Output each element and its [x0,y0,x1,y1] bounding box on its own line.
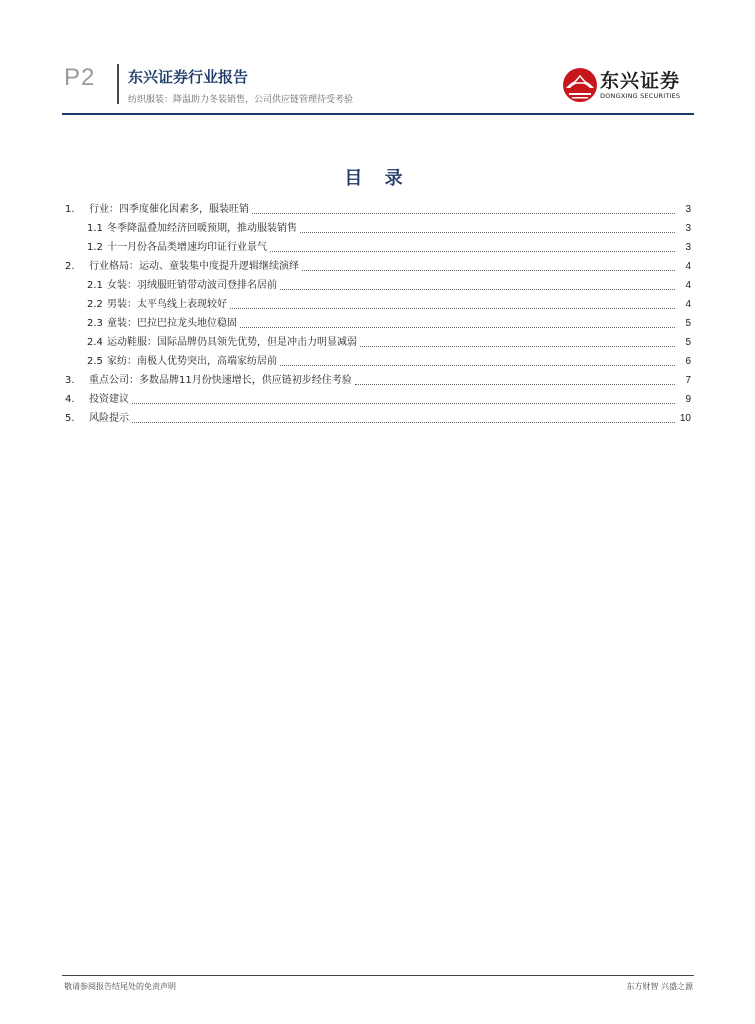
toc-entry[interactable] [62,387,694,406]
toc-title: 目 录 [344,168,411,189]
toc-entry-page: 10 [679,413,691,424]
toc-entry[interactable] [62,368,694,387]
footer-disclaimer: 敬请参阅报告结尾处的免责声明 [64,982,176,991]
toc-entry-number: 2.2 [87,299,103,310]
page-number: P2 [64,64,96,91]
toc-entry[interactable] [62,330,694,349]
toc-entry-number: 5. [65,413,75,424]
toc-entry[interactable] [62,197,694,216]
toc-entry-title: 行业：四季度催化因素多，服装旺销 [89,204,249,215]
toc-leader-dots [132,421,675,423]
toc-entry-page: 4 [685,280,691,291]
logo-text-en: DONGXING SECURITIES [600,92,681,100]
toc-entry-page: 6 [685,356,691,367]
toc-entry[interactable] [62,216,694,235]
header-rule [62,113,694,115]
toc-entry-title: 女装：羽绒服旺销带动波司登排名居前 [107,280,277,291]
toc-entry-number: 2.3 [87,318,103,329]
toc-entry-title: 家纺：南极人优势突出，高端家纺居前 [107,356,277,367]
toc-entry-title: 运动鞋服：国际品牌仍具领先优势，但是冲击力明显减弱 [107,337,357,348]
toc-leader-dots [300,231,675,233]
toc-entry-number: 3. [65,375,75,386]
toc-entry-title: 行业格局：运动、童装集中度提升逻辑继续演绎 [89,261,299,272]
toc-entry-number: 1. [65,204,75,215]
toc-entry-number: 2.1 [87,280,103,291]
toc-entry-page: 9 [685,394,691,405]
toc-leader-dots [280,364,675,366]
footer-rule [62,975,694,976]
toc-entry-number: 1.2 [87,242,103,253]
toc-entry-page: 4 [685,299,691,310]
toc-entry-number: 4. [65,394,75,405]
toc-entry-title: 童装：巴拉巴拉龙头地位稳固 [107,318,237,329]
logo-text-cn: 东兴证券 [600,70,681,92]
toc-entry[interactable] [62,292,694,311]
toc-entry-page: 5 [685,337,691,348]
toc-entry-number: 2.4 [87,337,103,348]
toc-leader-dots [302,269,675,271]
report-subtitle: 纺织服装：降温助力冬装销售，公司供应链管理待受考验 [128,95,354,105]
toc-leader-dots [355,383,675,385]
toc-leader-dots [270,250,675,252]
toc-entry-title: 十一月份各品类增速均印证行业景气 [107,242,267,253]
toc-leader-dots [132,402,675,404]
toc-entry[interactable] [62,273,694,292]
table-of-contents [62,197,694,425]
toc-leader-dots [360,345,675,347]
toc-entry[interactable] [62,235,694,254]
footer-slogan: 东方财智 兴盛之源 [626,982,693,991]
toc-entry-title: 重点公司：多数品牌11月份快速增长，供应链初步经住考验 [89,375,352,386]
toc-entry-page: 4 [685,261,691,272]
toc-entry-title: 投资建议 [89,394,129,405]
header-separator [117,64,119,104]
toc-entry[interactable] [62,254,694,273]
toc-entry-page: 5 [685,318,691,329]
toc-entry-page: 3 [685,204,691,215]
toc-leader-dots [230,307,675,309]
report-title: 东兴证券行业报告 [128,68,249,86]
toc-entry-title: 男装：太平鸟线上表现较好 [107,299,227,310]
toc-entry-title: 冬季降温叠加经济回暖预期，推动服装销售 [107,223,297,234]
toc-entry[interactable] [62,406,694,425]
toc-leader-dots [252,212,675,214]
toc-entry-number: 1.1 [87,223,103,234]
toc-entry-page: 3 [685,223,691,234]
toc-leader-dots [280,288,675,290]
toc-entry-number: 2. [65,261,75,272]
toc-entry-title: 风险提示 [89,413,129,424]
toc-entry-number: 2.5 [87,356,103,367]
toc-entry[interactable] [62,349,694,368]
toc-entry[interactable] [62,311,694,330]
toc-entry-page: 7 [685,375,691,386]
toc-leader-dots [240,326,675,328]
toc-entry-page: 3 [685,242,691,253]
